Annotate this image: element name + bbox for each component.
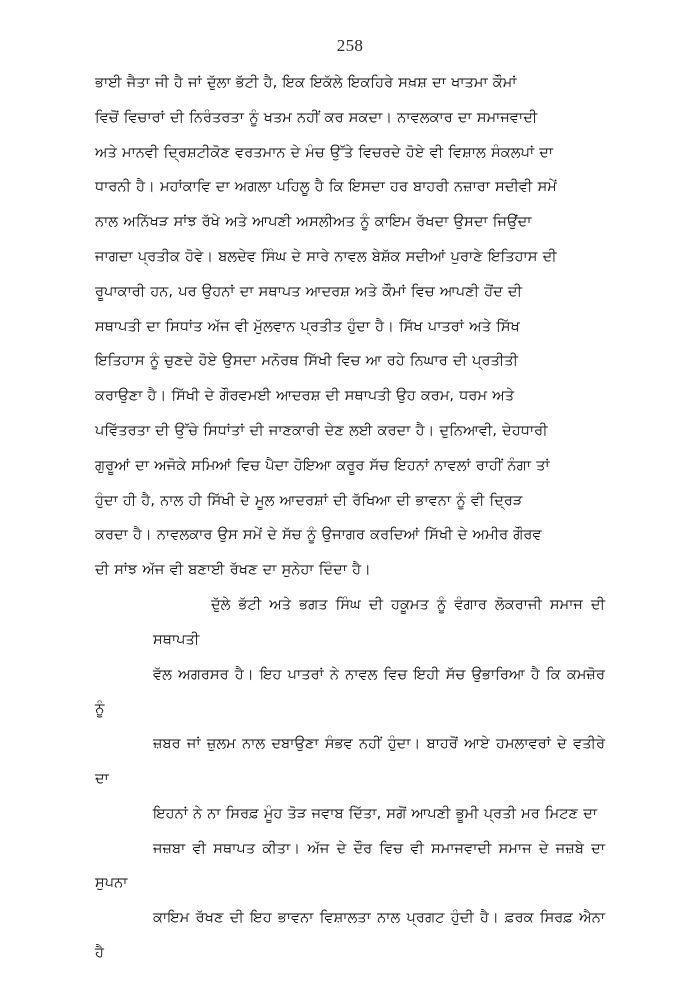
text-line: ਜ਼ਬਰ ਜਾਂ ਜ਼ੁਲਮ ਨਾਲ ਦਬਾਉਣਾ ਸੰਭਵ ਨਹੀਂ ਹੁੰਦਾ। ਬਾਹਰੋਂ ਆਏ ਹਮਲਾਵਰਾਂ ਦੇ ਵਤੀਰੇ ਦਾ [95, 735, 605, 787]
text-line: ਇਹਨਾਂ ਨੇ ਨਾ ਸਿਰਫ਼ ਮੂੰਹ ਤੋੜ ਜਵਾਬ ਦਿੱਤਾ, ਸਗੋਂ ਆਪਣੀ ਭੂਮੀ ਪ੍ਰਤੀ ਮਰ ਮਿਟਣ ਦਾ [153, 804, 598, 822]
text-line: ਨਾਲ ਅਨਿੱਖੜ ਸਾਂਝ ਰੱਖੇ ਅਤੇ ਆਪਣੀ ਅਸਲੀਅਤ ਨੂੰ ਕਾਇਮ ਰੱਖਦਾ ਉਸਦਾ ਜਿਉਂਦਾ [95, 213, 532, 231]
text-line: ਅਤੇ ਮਾਨਵੀ ਦ੍ਰਿਸ਼ਟੀਕੋਣ ਵਰਤਮਾਨ ਦੇ ਮੰਚ ਉੱਤੇ ਵਿਚਰਦੇ ਹੋਏ ਵੀ ਵਿਸ਼ਾਲ ਸੰਕਲਪਾਂ ਦਾ [95, 143, 554, 161]
text-line: ਹੁੰਦਾ ਹੀ ਹੈ, ਨਾਲ ਹੀ ਸਿੱਖੀ ਦੇ ਮੂਲ ਆਦਰਸ਼ਾਂ ਦੀ ਰੱਖਿਆ ਦੀ ਭਾਵਨਾ ਨੂੰ ਵੀ ਦ੍ਰਿੜ [95, 491, 523, 509]
page-number: 258 [336, 36, 364, 55]
text-line: ਗੁਰੂਆਂ ਦਾ ਅਜੋਕੇ ਸਮਿਆਂ ਵਿਚ ਪੈਦਾ ਹੋਇਆ ਕਰੂਰ ਸੱਚ ਇਹਨਾਂ ਨਾਵਲਾਂ ਰਾਹੀਂ ਨੰਗਾ ਤਾਂ [95, 456, 550, 474]
text-line: ਧਾਰਨੀ ਹੈ। ਮਹਾਂਕਾਵਿ ਦਾ ਅਗਲਾ ਪਹਿਲੂ ਹੈ ਕਿ ਇਸਦਾ ਹਰ ਬਾਹਰੀ ਨਜ਼ਾਰਾ ਸਦੀਵੀ ਸਮੇਂ [95, 178, 557, 196]
text-line: ਪਵਿੱਤਰਤਾ ਦੀ ਉੱਚੇ ਸਿਧਾਂਤਾਂ ਦੀ ਜਾਣਕਾਰੀ ਦੇਣ ਲਈ ਕਰਦਾ ਹੈ। ਦੁਨਿਆਵੀ, ਦੇਹਧਾਰੀ [95, 421, 548, 439]
page-body-text [95, 66, 605, 971]
text-line: ਕਰਦਾ ਹੈ। ਨਾਵਲਕਾਰ ਉਸ ਸਮੇਂ ਦੇ ਸੱਚ ਨੂੰ ਉਜਾਗਰ ਕਰਦਿਆਂ ਸਿੱਖੀ ਦੇ ਅਮੀਰ ਗੌਰਵ [95, 526, 542, 544]
text-line: ਸਥਾਪਤੀ ਦਾ ਸਿਧਾਂਤ ਅੱਜ ਵੀ ਮੁੱਲਵਾਨ ਪ੍ਰਤੀਤ ਹੁੰਦਾ ਹੈ। ਸਿੱਖ ਪਾਤਰਾਂ ਅਤੇ ਸਿੱਖ [95, 317, 520, 335]
paragraph-2 [95, 588, 605, 971]
text-line: ਜਜ਼ਬਾ ਵੀ ਸਥਾਪਤ ਕੀਤਾ। ਅੱਜ ਦੇ ਦੌਰ ਵਿਚ ਵੀ ਸਮਾਜਵਾਦੀ ਸਮਾਜ ਦੇ ਜਜ਼ਬੇ ਦਾ ਸੁਪਨਾ [95, 839, 605, 892]
text-line: ਦੁੱਲੇ ਭੱਟੀ ਅਤੇ ਭਗਤ ਸਿੰਘ ਦੀ ਹਕੂਮਤ ਨੂੰ ਵੰਗਾਰ ਲੋਕਰਾਜੀ ਸਮਾਜ ਦੀ ਸਥਾਪਤੀ [153, 595, 605, 648]
text-line: ਕਰਾਉਣਾ ਹੈ। ਸਿੱਖੀ ਦੇ ਗੌਰਵਮਈ ਆਦਰਸ਼ ਦੀ ਸਥਾਪਤੀ ਉਹ ਕਰਮ, ਧਰਮ ਅਤੇ [95, 387, 515, 405]
text-line: ਦੀ ਸਾਂਝ ਅੱਜ ਵੀ ਬਣਾਈ ਰੱਖਣ ਦਾ ਸੁਨੇਹਾ ਦਿੰਦਾ ਹੈ। [95, 561, 371, 579]
text-line: ਜਾਗਦਾ ਪ੍ਰਤੀਕ ਹੋਵੇ। ਬਲਦੇਵ ਸਿੰਘ ਦੇ ਸਾਰੇ ਨਾਵਲ ਬੇਸ਼ੱਕ ਸਦੀਆਂ ਪੁਰਾਣੇ ਇਤਿਹਾਸ ਦੀ [95, 247, 557, 265]
text-line: ਕਾਇਮ ਰੱਖਣ ਦੀ ਇਹ ਭਾਵਨਾ ਵਿਸ਼ਾਲਤਾ ਨਾਲ ਪ੍ਰਗਟ ਹੁੰਦੀ ਹੈ। ਫ਼ਰਕ ਸਿਰਫ਼ ਐਨਾ ਹੈ [95, 909, 605, 961]
paragraph-1 [95, 66, 605, 588]
text-line: ਭਾਈ ਜੈਤਾ ਜੀ ਹੈ ਜਾਂ ਦੁੱਲਾ ਭੱਟੀ ਹੈ, ਇਕ ਇਕੱਲੇ ਇਕਹਿਰੇ ਸਖ਼ਸ਼ ਦਾ ਖਾਤਮਾ ਕੌਮਾਂ [95, 74, 517, 91]
text-line: ਰੂਪਾਕਾਰੀ ਹਨ, ਪਰ ਉਹਨਾਂ ਦਾ ਸਥਾਪਤ ਆਦਰਸ਼ ਅਤੇ ਕੌਮਾਂ ਵਿਚ ਆਪਣੀ ਹੋਂਦ ਦੀ [95, 282, 522, 300]
text-line: ਇਤਿਹਾਸ ਨੂੰ ਚੁਣਦੇ ਹੋਏ ਉਸਦਾ ਮਨੋਰਥ ਸਿੱਖੀ ਵਿਚ ਆ ਰਹੇ ਨਿਘਾਰ ਦੀ ਪ੍ਰਤੀਤੀ [95, 352, 519, 370]
text-line: ਵੱਲ ਅਗਰਸਰ ਹੈ। ਇਹ ਪਾਤਰਾਂ ਨੇ ਨਾਵਲ ਵਿਚ ਇਹੀ ਸੱਚ ਉਭਾਰਿਆ ਹੈ ਕਿ ਕਮਜ਼ੋਰ ਨੂੰ [95, 665, 605, 718]
text-line: ਵਿਚੋਂ ਵਿਚਾਰਾਂ ਦੀ ਨਿਰੰਤਰਤਾ ਨੂੰ ਖਤਮ ਨਹੀਂ ਕਰ ਸਕਦਾ। ਨਾਵਲਕਾਰ ਦਾ ਸਮਾਜਵਾਦੀ [95, 108, 538, 126]
